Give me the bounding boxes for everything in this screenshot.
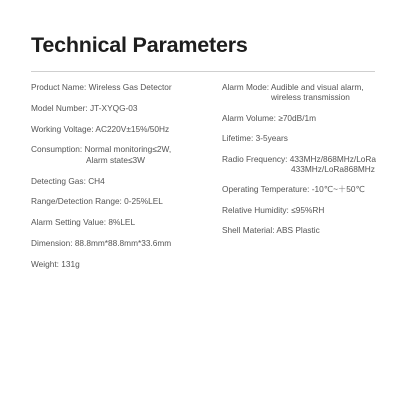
param-label: Shell Material:: [222, 225, 277, 236]
param-value: ABS Plastic: [276, 225, 320, 236]
page-title: Technical Parameters: [31, 33, 248, 57]
param-value: 433MHz/868MHz/LoRa: [289, 153, 377, 164]
param-value: 131g: [61, 258, 80, 269]
param-alarm-setting-value: [31, 217, 221, 227]
param-value: CH4: [88, 175, 105, 186]
param-detecting-gas: [31, 176, 221, 186]
param-value: Wireless Gas Detector: [88, 82, 172, 92]
param-model-number: [31, 103, 221, 113]
param-value-line2: 433MHz/LoRa868MHz: [291, 164, 375, 175]
param-label: Alarm Setting Value:: [31, 217, 109, 228]
param-weight: [31, 259, 221, 269]
param-detection-range: [31, 196, 221, 206]
param-label: Dimension:: [31, 237, 75, 248]
param-value: JT-XYQG-03: [90, 102, 138, 113]
param-value: Normal monitoring≤2W,: [84, 144, 172, 155]
param-dimension: [31, 238, 221, 248]
param-label: Model Number:: [31, 102, 91, 113]
param-value: ≤95%RH: [291, 204, 325, 215]
param-label: Lifetime:: [222, 133, 256, 144]
param-label: Consumption:: [31, 144, 85, 155]
param-label: Product Name:: [31, 82, 89, 92]
param-product-name: [31, 82, 221, 92]
param-label: Alarm Volume:: [222, 112, 279, 123]
parameters-right-column: [222, 82, 394, 246]
param-label: Weight:: [31, 258, 62, 269]
param-value: 8%LEL: [108, 217, 136, 228]
param-radio-frequency: [222, 154, 394, 175]
param-operating-temperature: [222, 184, 394, 194]
param-label: Radio Frequency:: [222, 153, 290, 164]
param-alarm-mode: [222, 82, 394, 103]
parameters-left-column: [31, 82, 221, 280]
param-label: Relative Humidity:: [222, 204, 292, 215]
param-value: AC220V±15%/50Hz: [95, 123, 170, 134]
param-value: Audible and visual alarm,: [270, 82, 364, 92]
param-relative-humidity: [222, 205, 394, 215]
param-value: -10℃~＋50℃: [311, 184, 365, 195]
param-lifetime: [222, 133, 394, 143]
param-label: Range/Detection Range:: [31, 196, 125, 207]
param-alarm-volume: [222, 113, 394, 123]
param-label: Detecting Gas:: [31, 175, 89, 186]
param-label: Working Voltage:: [31, 123, 96, 134]
param-working-voltage: [31, 124, 221, 134]
param-value: 3-5years: [255, 133, 288, 144]
param-value: 0-25%LEL: [124, 196, 163, 207]
param-consumption: [31, 144, 221, 165]
param-value-line2: Alarm state≤3W: [86, 154, 145, 165]
param-value: 88.8mm*88.8mm*33.6mm: [74, 237, 172, 248]
param-value: ≥70dB/1m: [278, 112, 317, 123]
title-divider: [31, 71, 375, 72]
param-shell-material: [222, 225, 394, 235]
param-label: Operating Temperature:: [222, 184, 312, 195]
param-label: Alarm Mode:: [222, 82, 271, 92]
param-value-line2: wireless transmission: [271, 92, 350, 103]
